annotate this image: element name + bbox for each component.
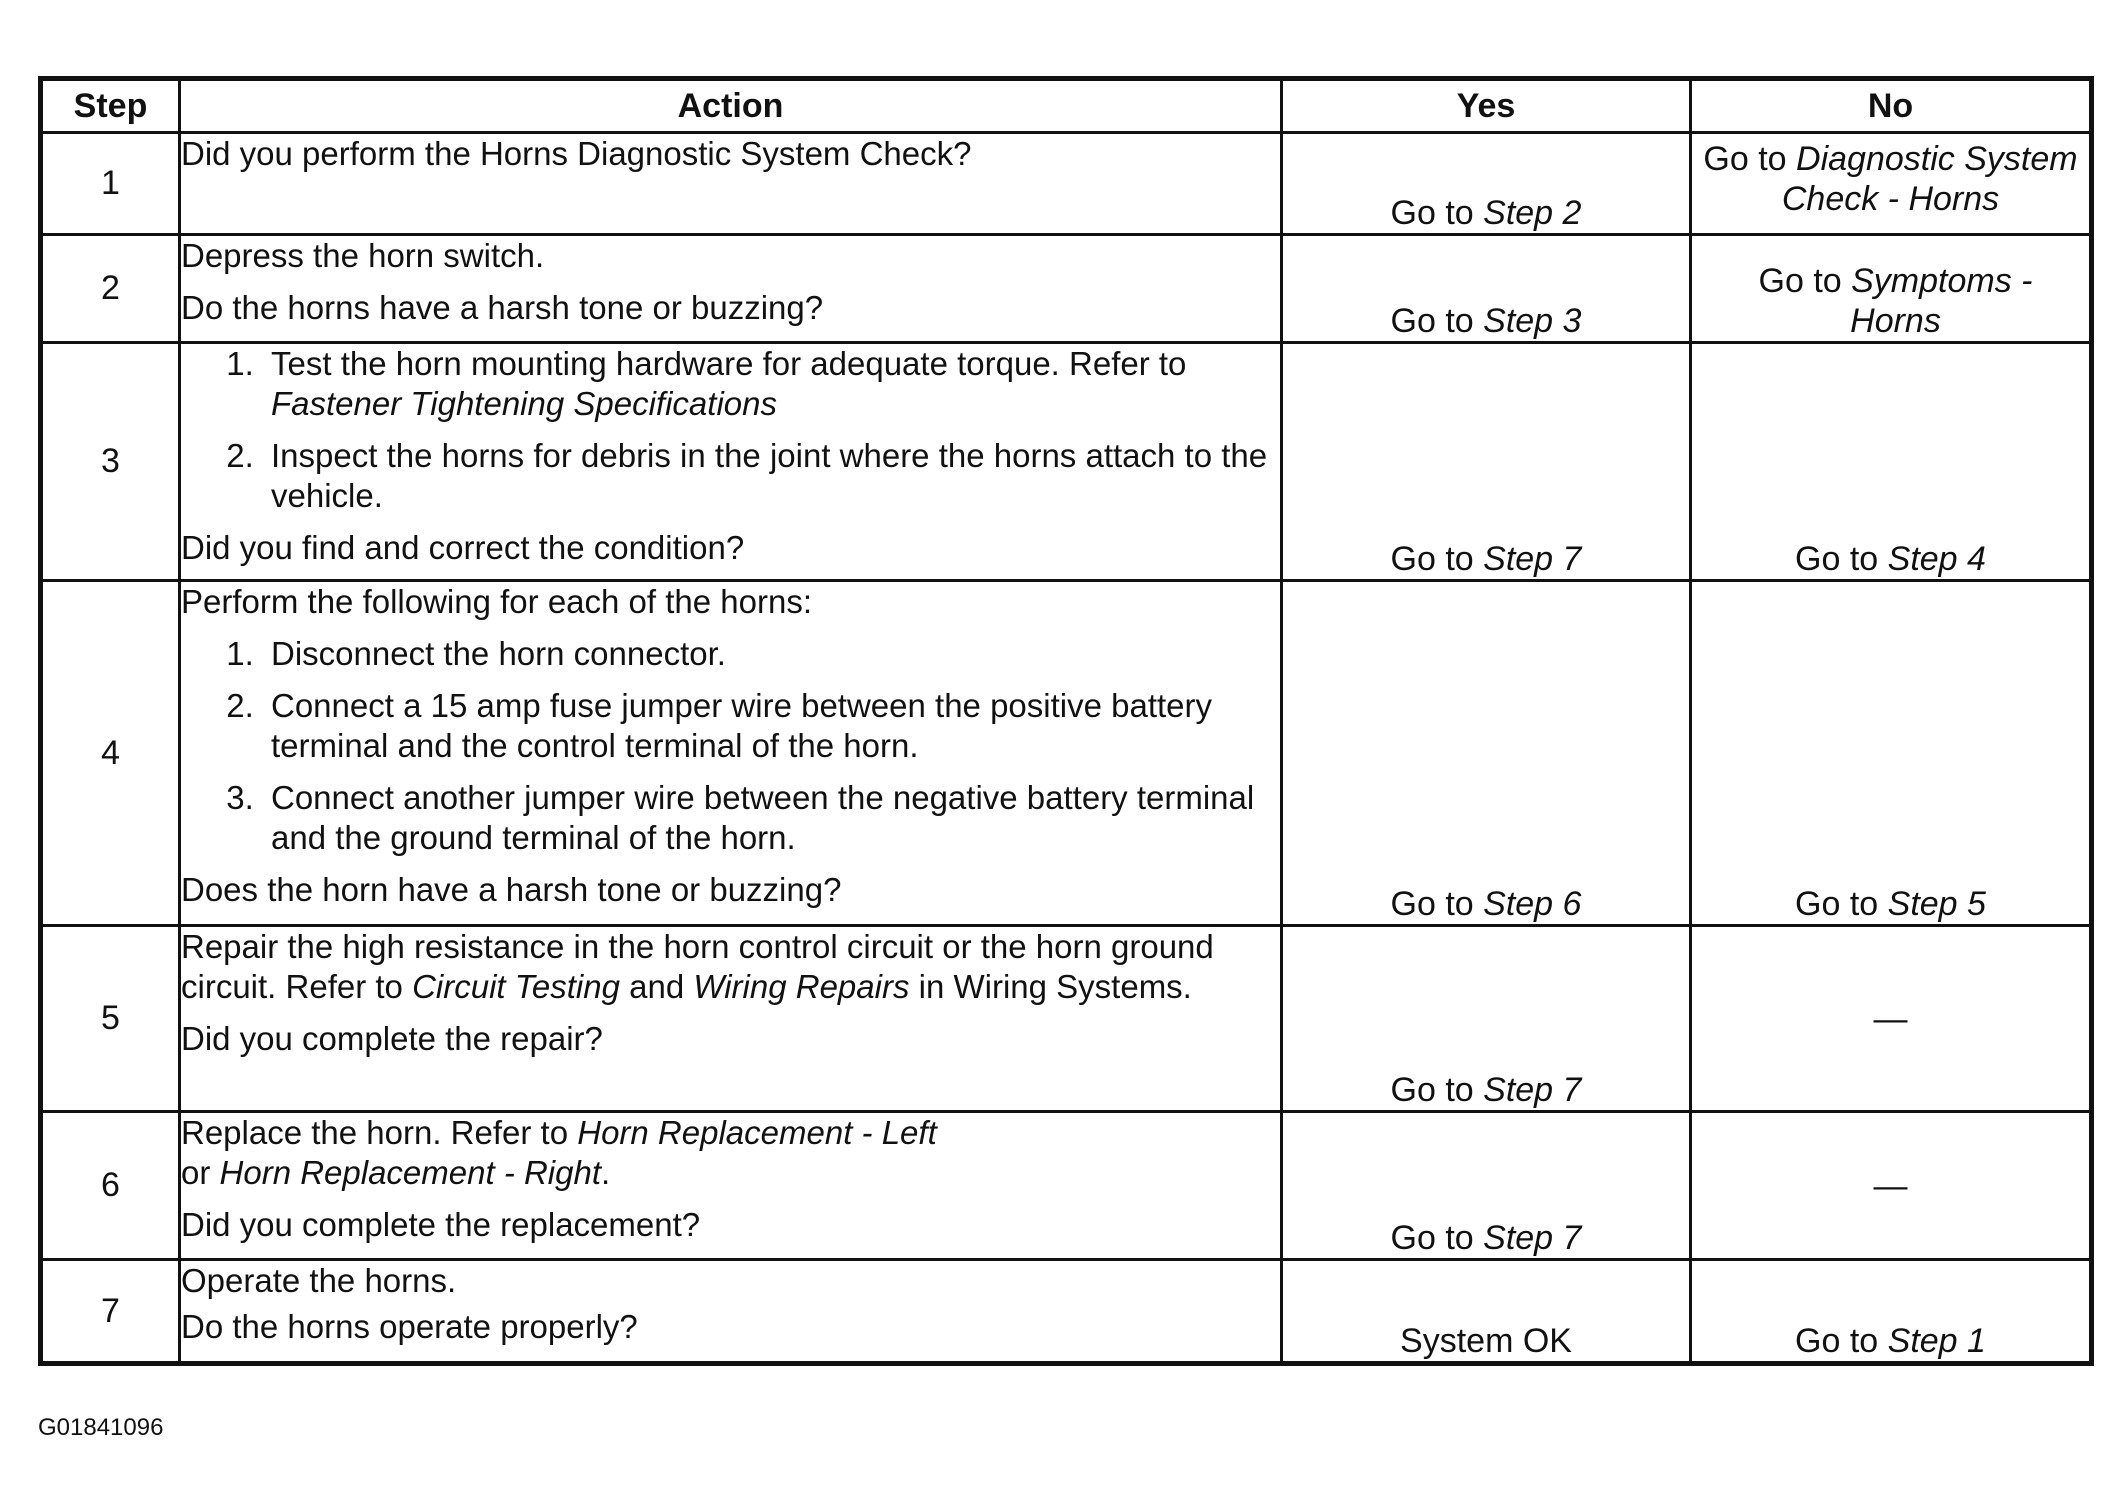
table-row <box>41 1260 2092 1364</box>
no-goto-text: Go to <box>1795 885 1888 923</box>
reference-link[interactable]: Circuit Testing <box>412 968 620 1005</box>
header-step: Step <box>41 79 180 133</box>
table-row <box>41 1112 2092 1260</box>
no-cell: — <box>1691 926 2092 1112</box>
yes-cell <box>1282 343 1691 581</box>
no-goto-text: Go to <box>1758 262 1852 300</box>
action-instruction: Operate the horns. <box>181 1262 457 1299</box>
table-row <box>41 343 2092 581</box>
action-steps-list <box>181 634 1280 858</box>
action-instruction <box>181 927 1280 1007</box>
action-text: Repair the high resistance in the horn control circuit or the horn ground circuit. Refer to <box>181 928 1214 1005</box>
action-question: Does the horn have a harsh tone or buzzing? <box>181 871 842 908</box>
no-cell <box>1691 133 2092 235</box>
header-yes: Yes <box>1282 79 1691 133</box>
action-step-item: 2. Connect a 15 amp fuse jumper wire between the positive battery terminal and the control terminal of the horn. <box>263 686 1280 766</box>
action-text: . <box>601 1154 611 1191</box>
table-header-row <box>41 79 2092 133</box>
action-cell <box>180 1112 1282 1260</box>
header-no: No <box>1691 79 2092 133</box>
step-number: 4 <box>41 581 180 926</box>
action-cell <box>180 1260 1282 1364</box>
reference-link[interactable]: Wiring Repairs <box>693 968 910 1005</box>
no-step-link[interactable]: Step 5 <box>1887 885 1986 923</box>
yes-cell <box>1282 581 1691 926</box>
action-question: Did you find and correct the condition? <box>181 529 745 566</box>
no-step-link[interactable]: Step 4 <box>1887 540 1986 578</box>
action-instruction <box>181 1113 1280 1193</box>
action-instruction: Depress the horn switch. <box>181 237 545 274</box>
no-cell <box>1691 235 2092 343</box>
action-question: Do the horns have a harsh tone or buzzing? <box>181 289 824 326</box>
action-step-item: 1. Disconnect the horn connector. <box>263 634 1280 674</box>
no-goto-text: Go to <box>1703 140 1797 178</box>
yes-goto-text: Go to <box>1390 540 1484 578</box>
no-goto-text: Go to <box>1795 1322 1888 1360</box>
diagnostic-table <box>38 76 2094 1366</box>
action-cell <box>180 926 1282 1112</box>
action-steps-list <box>181 344 1280 516</box>
yes-step-link[interactable]: Step 7 <box>1483 1071 1582 1109</box>
step-number: 1 <box>41 133 180 235</box>
action-cell <box>180 343 1282 581</box>
action-step-item: 2. Inspect the horns for debris in the joint where the horns attach to the vehicle. <box>263 436 1280 516</box>
no-goto-text: Go to <box>1795 540 1888 578</box>
action-text: and <box>619 968 694 1005</box>
yes-goto-text: Go to <box>1390 302 1484 340</box>
no-cell: — <box>1691 1112 2092 1260</box>
no-cell <box>1691 581 2092 926</box>
action-text: Replace the horn. Refer to <box>181 1114 578 1151</box>
yes-cell <box>1282 926 1691 1112</box>
step-number: 3 <box>41 343 180 581</box>
action-cell <box>180 235 1282 343</box>
action-question: Do the horns operate properly? <box>181 1308 638 1345</box>
yes-goto-text: Go to <box>1390 194 1484 232</box>
table-row <box>41 581 2092 926</box>
action-step-item <box>263 344 1280 424</box>
step-number: 2 <box>41 235 180 343</box>
action-cell <box>180 581 1282 926</box>
action-text: in Wiring Systems. <box>909 968 1192 1005</box>
yes-step-link[interactable]: Step 2 <box>1483 194 1582 232</box>
yes-cell <box>1282 235 1691 343</box>
yes-step-link[interactable]: Step 7 <box>1483 1219 1582 1257</box>
action-step-item: 3. Connect another jumper wire between the negative battery terminal and the ground terminal of the horn. <box>263 778 1280 858</box>
table-row <box>41 133 2092 235</box>
reference-link[interactable]: Horn Replacement - Left <box>577 1114 937 1151</box>
table-row <box>41 235 2092 343</box>
yes-goto-text: Go to <box>1390 1071 1484 1109</box>
step-number: 5 <box>41 926 180 1112</box>
no-reference-link[interactable]: Symptoms - Horns <box>1850 262 2033 340</box>
header-action: Action <box>180 79 1282 133</box>
step-number: 7 <box>41 1260 180 1364</box>
action-step-text: Test the horn mounting hardware for adequate torque. Refer to <box>271 345 1187 382</box>
yes-cell: System OK <box>1282 1260 1691 1364</box>
no-step-link[interactable]: Step 1 <box>1887 1322 1986 1360</box>
action-cell <box>180 133 1282 235</box>
yes-goto-text: Go to <box>1390 1219 1484 1257</box>
no-cell <box>1691 1260 2092 1364</box>
yes-cell <box>1282 133 1691 235</box>
yes-step-link[interactable]: Step 3 <box>1483 302 1582 340</box>
action-intro: Perform the following for each of the horns: <box>181 583 812 620</box>
step-number: 6 <box>41 1112 180 1260</box>
figure-id: G01841096 <box>38 1414 164 1441</box>
no-cell <box>1691 343 2092 581</box>
yes-step-link[interactable]: Step 6 <box>1483 885 1582 923</box>
reference-link[interactable]: Fastener Tightening Specifications <box>271 385 777 422</box>
action-text: or <box>181 1154 220 1191</box>
yes-step-link[interactable]: Step 7 <box>1483 540 1582 578</box>
action-question: Did you perform the Horns Diagnostic System Check? <box>181 135 972 172</box>
reference-link[interactable]: Horn Replacement - Right <box>219 1154 602 1191</box>
yes-goto-text: Go to <box>1390 885 1484 923</box>
action-question: Did you complete the replacement? <box>181 1206 701 1243</box>
no-reference-link[interactable]: Diagnostic System Check - Horns <box>1781 140 2078 218</box>
table-row <box>41 926 2092 1112</box>
yes-cell <box>1282 1112 1691 1260</box>
action-question: Did you complete the repair? <box>181 1020 603 1057</box>
